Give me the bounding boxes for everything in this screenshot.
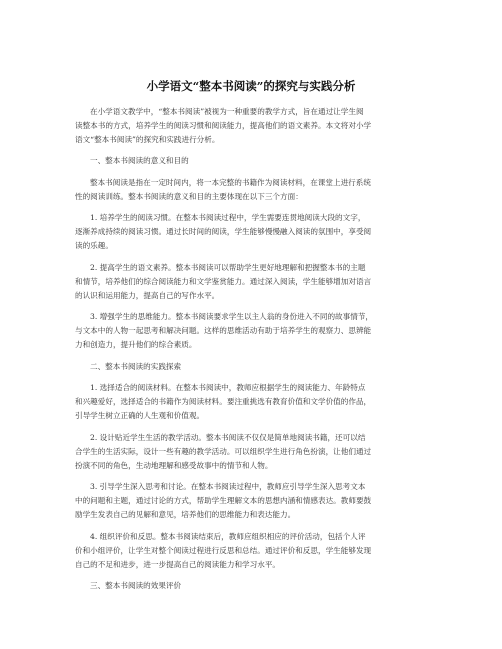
paragraph-line: 和情节，培养他们的综合阅读能力和文学鉴赏能力。通过深入阅读，学生能够增加对语言 — [75, 277, 372, 286]
intro-line: 语文“整本书阅读”的探究和实践进行分析。 — [75, 135, 220, 144]
paragraph-line: 自己的不足和进步，进一步提高自己的阅读能力和学习水平。 — [75, 560, 281, 569]
paragraph-line: 整本书阅读是指在一定时间内，将一本完整的书籍作为阅读材料，在课堂上进行系统 — [90, 178, 371, 187]
paragraph-line: 1. 培养学生的阅读习惯。在整本书阅读过程中，学生需要连贯地阅读大段的文字， — [90, 213, 366, 222]
paragraph-line: 逐渐养成持续的阅读习惯。通过长时间的阅读，学生能够慢慢融入阅读的氛围中，享受阅 — [75, 227, 372, 236]
paragraph-line: 性的阅读训练。整本书阅读的意义和目的主要体现在以下三个方面： — [75, 192, 303, 201]
paragraph-line: 与文本中的人物一起思考和解决问题。这样的思维活动有助于培养学生的观察力、思辨能 — [75, 326, 372, 335]
section-heading: 一、整本书阅读的意义和目的 — [90, 156, 189, 165]
paragraph-line: 的认识和运用能力，提高自己的写作水平。 — [75, 291, 220, 300]
paragraph-line: 读的乐趣。 — [75, 241, 113, 250]
paragraph-line: 引导学生树立正确的人生观和价值观。 — [75, 411, 205, 420]
paragraph-line: 扮演不同的角色，生动地理解和感受故事中的情节和人物。 — [75, 461, 273, 470]
intro-line: 读整本书的方式，培养学生的阅读习惯和阅读能力，提高他们的语文素养。本文将对小学 — [75, 121, 372, 130]
paragraph-line: 励学生发表自己的见解和意见，培养他们的思维能力和表达能力。 — [75, 510, 296, 519]
paragraph-line: 中的问题和主题，通过讨论的方式，帮助学生理解文本的思想内涵和情感表达。教师要鼓 — [75, 496, 372, 505]
section-heading: 三、整本书阅读的效果评价 — [90, 581, 182, 590]
document-title: 小学语文“整本书阅读”的探究与实践分析 — [146, 79, 356, 93]
paragraph-line: 2. 设计贴近学生生活的教学活动。整本书阅读不仅仅是简单地阅读书籍，还可以结 — [90, 433, 366, 442]
paragraph-line: 价和小组评价，让学生对整个阅读过程进行反思和总结。通过评价和反思，学生能够发现 — [75, 546, 372, 555]
paragraph-line: 1. 选择适合的阅读材料。在整本书阅读中，教师应根据学生的阅读能力、年龄特点 — [90, 383, 366, 392]
section-heading: 二、整本书阅读的实践探索 — [90, 362, 182, 371]
paragraph-line: 4. 组织评价和反思。整本书阅读结束后，教师应组织相应的评价活动，包括个人评 — [90, 532, 366, 541]
paragraph-line: 3. 增强学生的思维能力。整本书阅读要求学生以主人翁的身份进入不同的故事情节， — [90, 312, 374, 321]
paragraph-line: 合学生的生活实际，设计一些有趣的教学活动。可以组织学生进行角色扮演，让他们通过 — [75, 447, 372, 456]
paragraph-line: 3. 引导学生深入思考和讨论。在整本书阅读过程中，教师应引导学生深入思考文本 — [90, 482, 366, 491]
paragraph-line: 和兴趣爱好，选择适合的书籍作为阅读材料。要注重挑选有教育价值和文学价值的作品， — [75, 397, 372, 406]
paragraph-line: 力和创造力，提升他们的综合素质。 — [75, 340, 197, 349]
paragraph-line: 2. 提高学生的语文素养。整本书阅读可以帮助学生更好地理解和把握整本书的主题 — [90, 263, 366, 272]
intro-line: 在小学语文教学中，“整本书阅读”被视为一种重要的教学方式，旨在通过让学生阅 — [90, 107, 364, 116]
